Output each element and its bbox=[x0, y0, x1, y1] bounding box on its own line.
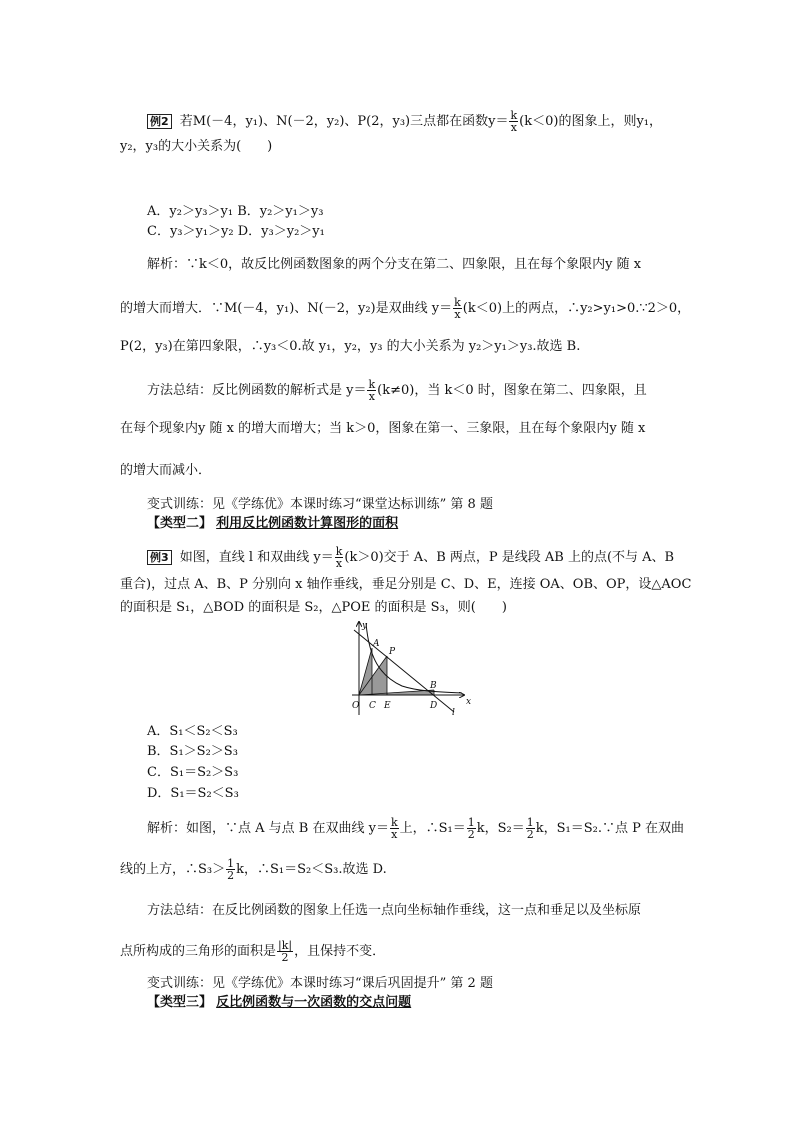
ex2-solution-line1: 解析：∵k＜0，故反比例函数图象的两个分支在第二、四象限，且在每个象限内y 随 x bbox=[147, 257, 642, 272]
ex2-summary-line3: 的增大而减小． bbox=[120, 463, 212, 478]
label-C: C bbox=[369, 701, 376, 711]
ex3-question-line1: 例3 如图，直线 l 和双曲线 y＝ $\frac{k}{x}$ (k＞0)交于 A、B 两点，P 是线段 AB 上的点(不与 A、B bbox=[147, 546, 674, 569]
label-A: A bbox=[373, 639, 380, 649]
fraction: $\frac{k}{x}$ bbox=[510, 109, 518, 134]
ex3-question-line2: 重合)，过点 A、B、P 分别向 x 轴作垂线，垂足分别是 C、D、E，连接 OA、OB、OP，设△AOC bbox=[120, 577, 692, 592]
label-l: l bbox=[452, 708, 455, 718]
ex3-option-b: B．S₁＞S₂＞S₃ bbox=[147, 744, 238, 759]
type3-heading bbox=[147, 994, 411, 1012]
fraction: $\frac{1}{2}$ bbox=[227, 857, 235, 882]
type3-title: 反比例函数与一次函数的交点问题 bbox=[216, 995, 412, 1010]
fraction: $\frac{|k|}{2}$ bbox=[278, 939, 293, 964]
label-y: y bbox=[362, 621, 368, 631]
ex2-options-cd: C．y₃＞y₁＞y₂ D．y₃＞y₂＞y₁ bbox=[147, 224, 325, 239]
ex2-options-ab: A．y₂＞y₃＞y₁ B．y₂＞y₁＞y₃ bbox=[147, 204, 324, 219]
type2-title: 利用反比例函数计算图形的面积 bbox=[216, 516, 399, 531]
label-P: P bbox=[389, 647, 396, 657]
ex3-option-d: D．S₁＝S₂＜S₃ bbox=[147, 786, 239, 801]
hyperbola-figure bbox=[342, 618, 478, 718]
fraction: $\frac{1}{2}$ bbox=[467, 816, 475, 841]
label-O: O bbox=[352, 701, 360, 711]
type3-bracket: 【类型三】 bbox=[147, 995, 213, 1010]
ex2-summary-line2: 在每个现象内y 随 x 的增大而增大；当 k＞0，图象在第一、三象限，且在每个象限内y 随 x bbox=[120, 421, 646, 436]
ex2-practice: 变式训练：见《学练优》本课时练习“课堂达标训练” 第 8 题 bbox=[147, 497, 493, 512]
label-B: B bbox=[430, 681, 437, 691]
ex3-summary-line2: 点所构成的三角形的面积是 $\frac{|k|}{2}$ ，且保持不变． bbox=[120, 939, 386, 964]
fraction: $\frac{k}{x}$ bbox=[390, 816, 398, 841]
example-badge: 例3 bbox=[147, 550, 172, 565]
fraction: $\frac{k}{x}$ bbox=[368, 378, 376, 403]
ex2-summary-line1: 方法总结：反比例函数的解析式是 y＝ $\frac{k}{x}$ (k≠0)，当 k＜0 时，图象在第二、四象限，且 bbox=[147, 378, 647, 403]
ex3-option-a: A．S₁＜S₂＜S₃ bbox=[147, 724, 238, 739]
fraction: $\frac{k}{x}$ bbox=[454, 296, 461, 321]
ex3-question-line3: 的面积是 S₁，△BOD 的面积是 S₂，△POE 的面积是 S₃，则( ) bbox=[120, 600, 507, 615]
label-E: E bbox=[384, 701, 391, 711]
example-badge: 例2 bbox=[147, 114, 172, 129]
label-x: x bbox=[466, 697, 472, 707]
ex3-solution-line1: 解析：如图，∵点 A 与点 B 在双曲线 y＝ $\frac{k}{x}$ 上，∴S₁＝ $\frac{1}{2}$ k，S₂＝ $\frac{1}{2}$ k，S₁＝S₂.∵点 P 在双曲 bbox=[147, 816, 685, 841]
ex2-solution-line3: P(2，y₃)在第四象限，∴y₃＜0.故 y₁，y₂，y₃ 的大小关系为 y₂＞y₁＞y₃.故选 B. bbox=[120, 339, 581, 354]
fraction: $\frac{k}{x}$ bbox=[335, 545, 343, 570]
ex3-practice: 变式训练：见《学练优》本课时练习“课后巩固提升” 第 2 题 bbox=[147, 976, 493, 991]
type2-heading bbox=[147, 515, 398, 533]
ex2-solution-line2: 的增大而增大．∵M(－4，y₁)、N(－2，y₂)是双曲线 y＝ $\frac{k}{x}$ (k＜0)上的两点，∴y₂>y₁>0.∵2＞0， bbox=[120, 296, 691, 321]
type2-bracket: 【类型二】 bbox=[147, 516, 213, 531]
ex3-summary-line1: 方法总结：在反比例函数的图象上任选一点向坐标轴作垂线，这一点和垂足以及坐标原 bbox=[147, 903, 642, 918]
label-D: D bbox=[430, 701, 438, 711]
ex2-question-line1: 例2 若M(－4，y₁)、N(－2，y₂)、P(2，y₃)三点都在函数y＝ $\frac{k}{x}$ (k＜0)的图象上，则y₁， bbox=[147, 110, 662, 133]
fraction: $\frac{1}{2}$ bbox=[526, 816, 534, 841]
ex2-question-line2: y₂，y₃的大小关系为( ) bbox=[120, 139, 273, 154]
ex3-option-c: C．S₁＝S₂＞S₃ bbox=[147, 765, 239, 780]
ex3-solution-line2: 线的上方，∴S₃＞ $\frac{1}{2}$ k，∴S₁＝S₂＜S₃.故选 D. bbox=[120, 857, 387, 882]
